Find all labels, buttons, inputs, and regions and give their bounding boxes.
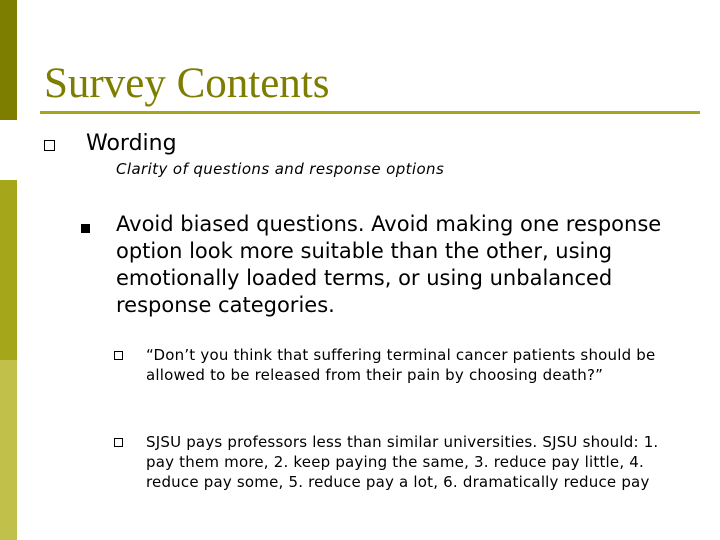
left-accent-bar-bottom <box>0 360 17 540</box>
left-accent-bar-middle <box>0 180 17 360</box>
example-loaded-question: “Don’t you think that suffering terminal cancer patients should be allowed to be released from their pain by choosing death?” <box>146 346 656 384</box>
bullet-wording: Wording <box>86 131 177 156</box>
left-accent-bar-top <box>0 0 17 120</box>
hollow-square-bullet-icon <box>44 140 55 151</box>
solid-square-bullet-icon <box>81 224 90 233</box>
bullet-avoid-biased-questions: Avoid biased questions. Avoid making one response option look more suitable than the other, using emotionally loaded terms, or using unbalanced response categories. <box>116 212 662 317</box>
hollow-square-bullet-icon <box>114 351 123 360</box>
example-unbalanced-categories: SJSU pays professors less than similar universities. SJSU should: 1. pay them more, 2. keep paying the same, 3. reduce pay little, 4. reduce pay some, 5. reduce pay a lot, 6. dramatically reduce pay <box>146 433 659 491</box>
title-underline <box>40 111 700 114</box>
hollow-square-bullet-icon <box>114 438 123 447</box>
wording-subtext: Clarity of questions and response options <box>116 160 445 178</box>
slide-title: Survey Contents <box>44 60 330 107</box>
